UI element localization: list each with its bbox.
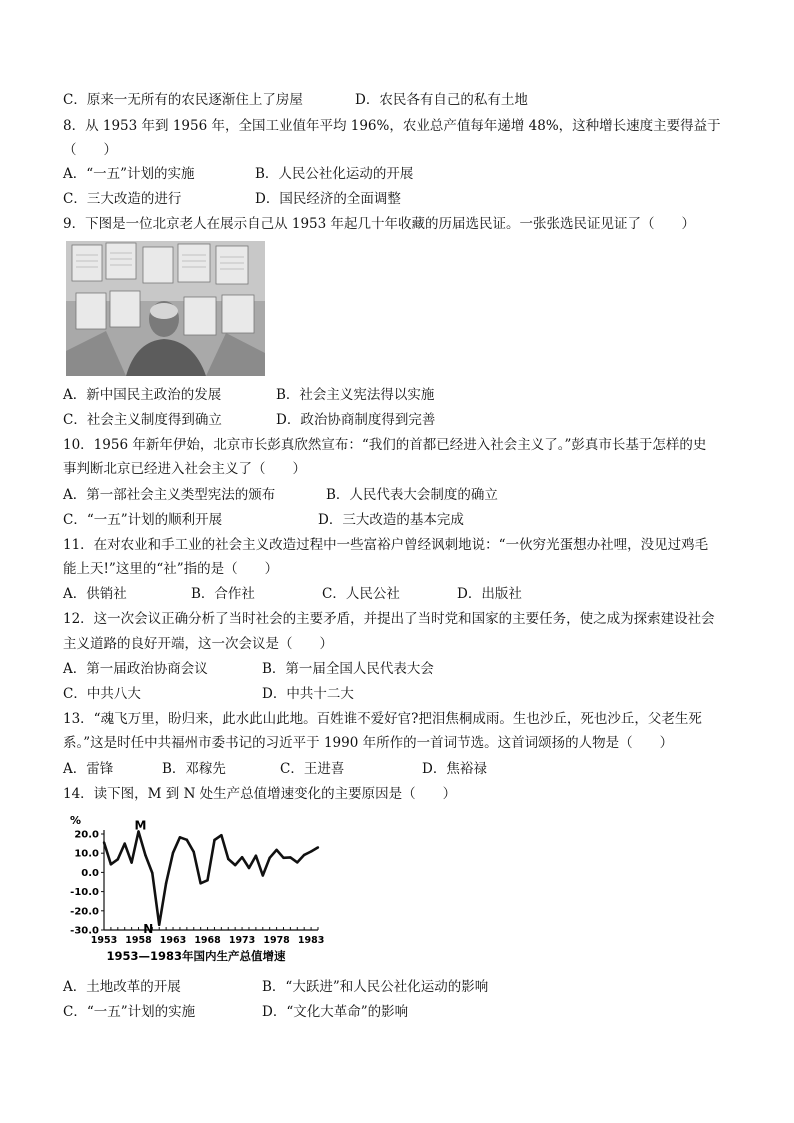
y-tick-label: -10.0 [70, 887, 99, 899]
data-point [103, 841, 105, 843]
data-point [158, 924, 160, 926]
data-point [310, 850, 312, 852]
data-point [124, 842, 126, 844]
data-point [117, 858, 119, 860]
data-point [199, 882, 201, 884]
q13-option-a: A．雷锋 [63, 761, 114, 777]
data-point [151, 872, 153, 874]
y-tick-label: 0.0 [81, 867, 99, 879]
q11-stem-line1: 11．在对农业和手工业的社会主义改造过程中一些富裕户曾经讽刺地说：“一伙穷光蛋想办社哩，没见过鸡毛 [63, 537, 709, 553]
q11-option-d: D．出版社 [457, 586, 522, 602]
gdp-growth-chart [66, 812, 326, 967]
x-tick-label: 1963 [159, 935, 187, 946]
q12-stem-line1: 12．这一次会议正确分析了当时社会的主要矛盾，并提出了当时党和国家的主要任务，使之成为探索建设社会 [63, 611, 715, 627]
q8-stem-line1: 8．从 1953 年到 1956 年，全国工业值年平均 196%，农业总产值每年递增 48%，这种增长速度主要得益于 [63, 118, 721, 134]
data-point [317, 846, 319, 848]
data-point [262, 874, 264, 876]
q11-stem-line2: 能上天!”这里的“社”指的是（ ） [63, 561, 279, 577]
q8-option-c: C．三大改造的进行 [63, 191, 182, 207]
q14-option-d: D．“文化大革命”的影响 [262, 1004, 409, 1020]
q10-option-a: A．第一部社会主义类型宪法的颁布 [63, 487, 276, 503]
q7-option-c: C．原来一无所有的农民逐渐住上了房屋 [63, 92, 303, 108]
q12-option-d: D．中共十二大 [262, 686, 354, 702]
data-point [206, 879, 208, 881]
q12-stem-line2: 主义道路的良好开端，这一次会议是（ ） [63, 636, 333, 652]
q10-option-b: B．人民代表大会制度的确立 [326, 487, 498, 503]
q14-option-a: A．土地改革的开展 [63, 979, 181, 995]
voter-certificates-photo [66, 241, 265, 376]
annotation-m: M [134, 818, 147, 833]
annotation-n: N [143, 921, 154, 936]
q12-option-b: B．第一届全国人民代表大会 [262, 661, 434, 677]
q8-option-d: D．国民经济的全面调整 [255, 191, 401, 207]
q12-option-a: A．第一届政治协商会议 [63, 661, 208, 677]
y-tick-label: -30.0 [70, 925, 99, 937]
data-point [296, 861, 298, 863]
data-point [165, 882, 167, 884]
data-point [248, 867, 250, 869]
q7-option-d: D．农民各有自己的私有土地 [355, 92, 528, 108]
q10-stem-line2: 事判断北京已经进入社会主义了（ ） [63, 461, 306, 477]
data-point [289, 856, 291, 858]
x-tick-label: 1953 [90, 935, 118, 946]
q10-option-c: C．“一五”计划的顺利开展 [63, 512, 223, 528]
q13-stem-line1: 13．“魂飞万里，盼归来，此水此山此地。百姓谁不爱好官?把泪焦桐成雨。生也沙丘，死也沙丘，父老生死 [63, 711, 702, 727]
q14-option-b: B．“大跃进”和人民公社化运动的影响 [262, 979, 489, 995]
y-tick-label: -20.0 [70, 906, 99, 918]
data-point [220, 834, 222, 836]
data-point [234, 864, 236, 866]
data-point [255, 854, 257, 856]
q12-option-c: C．中共八大 [63, 686, 141, 702]
q10-option-d: D．三大改造的基本完成 [318, 512, 464, 528]
q13-option-d: D．焦裕禄 [422, 761, 487, 777]
q13-option-b: B．邓稼先 [162, 761, 226, 777]
x-tick-label: 1968 [194, 935, 221, 946]
q11-option-a: A．供销社 [63, 586, 127, 602]
data-point [303, 854, 305, 856]
q9-option-d: D．政治协商制度得到完善 [276, 412, 436, 428]
q13-stem-line2: 系。”这是时任中共福州市委书记的习近平于 1990 年所作的一首词节选。这首词颂扬的人物是（ ） [63, 735, 674, 751]
photo-illustration [66, 241, 265, 376]
q9-stem: 9．下图是一位北京老人在展示自己从 1953 年起几十年收藏的历届选民证。一张张选民证见证了（ ） [63, 216, 696, 232]
q10-stem-line1: 10．1956 年新年伊始，北京市长彭真欣然宣布：“我们的首都已经进入社会主义了。”彭真市长基于怎样的史 [63, 437, 707, 453]
data-point [193, 851, 195, 853]
data-point [282, 857, 284, 859]
data-point [110, 863, 112, 865]
y-unit-label: % [70, 814, 82, 827]
q13-option-c: C．王进喜 [280, 761, 345, 777]
data-point [268, 857, 270, 859]
q11-option-c: C．人民公社 [322, 586, 400, 602]
chart-title: 1953—1983年国内生产总值增速 [106, 949, 286, 963]
q9-option-b: B．社会主义宪法得以实施 [276, 387, 435, 403]
data-point [179, 836, 181, 838]
gdp-growth-series-line [104, 832, 318, 925]
y-tick-label: 20.0 [74, 829, 99, 841]
q14-stem: 14．读下图，M 到 N 处生产总值增速变化的主要原因是（ ） [63, 786, 457, 802]
x-tick-label: 1973 [228, 935, 256, 946]
y-tick-label: 10.0 [74, 848, 99, 860]
data-point [241, 856, 243, 858]
data-point [213, 839, 215, 841]
data-point [130, 861, 132, 863]
data-point [144, 854, 146, 856]
data-point [275, 849, 277, 851]
x-tick-label: 1983 [297, 935, 325, 946]
q9-option-c: C．社会主义制度得到确立 [63, 412, 222, 428]
data-point [227, 858, 229, 860]
q11-option-b: B．合作社 [191, 586, 255, 602]
q9-option-a: A．新中国民主政治的发展 [63, 387, 222, 403]
x-tick-label: 1958 [125, 935, 152, 946]
q8-option-b: B．人民公社化运动的开展 [255, 166, 414, 182]
data-point [186, 839, 188, 841]
x-tick-label: 1978 [263, 935, 290, 946]
data-point [172, 852, 174, 854]
gdp-growth-chart-svg [66, 812, 326, 967]
q14-option-c: C．“一五”计划的实施 [63, 1004, 196, 1020]
q8-option-a: A．“一五”计划的实施 [63, 166, 195, 182]
q8-stem-line2: （ ） [63, 142, 117, 158]
